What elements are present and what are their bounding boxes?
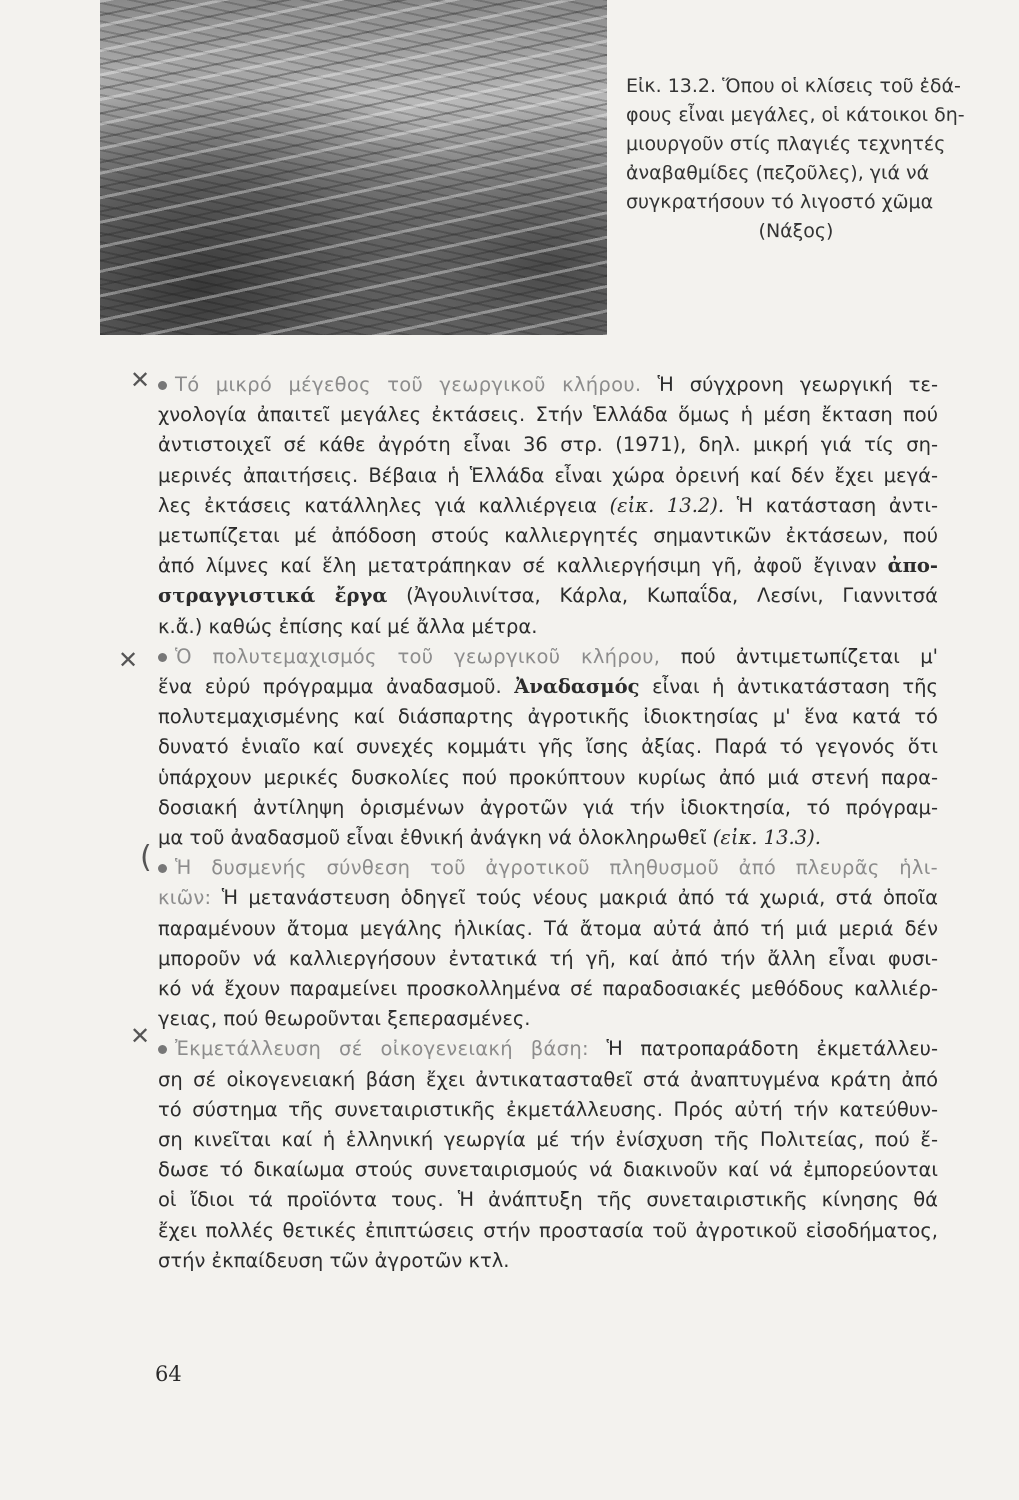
text-line: ση σέ οἰκογενειακή βάση ἔχει ἀντικατασταθεῖ στά ἀναπτυγμένα κράτη ἀπό [158, 1067, 938, 1091]
bullet-icon [158, 1045, 167, 1054]
text-run: πού ἀντιμετωπίζεται μ' [660, 644, 938, 668]
body-text [158, 370, 938, 1276]
text-line: ἀντιστοιχεῖ σέ κάθε ἀγρότη εἶναι 36 στρ. (1971), δηλ. μικρή γιά τίς ση- [158, 433, 938, 457]
text-line: μποροῦν νά καλλιεργήσουν ἐντατικά τή γῆ, καί ἀπό τήν ἄλλη εἶναι φυσι- [158, 946, 938, 970]
text-run: εἶναι ἡ ἀντικατάσταση τῆς [639, 675, 938, 699]
page-number: 64 [155, 1362, 182, 1386]
text-line: ση κινεῖται καί ἡ ἑλληνική γεωργία μέ τήν ἐνίσχυση τῆς Πολιτείας, πού ἔ- [158, 1128, 938, 1152]
text-line: δωσε τό δικαίωμα στούς συνεταιρισμούς νά διακινοῦν καί νά ἐμπορεύονται [158, 1158, 938, 1182]
text-line: κό νά ἔχουν παραμείνει προσκολλημένα σέ παραδοσιακές μεθόδους καλλιέρ- [158, 977, 938, 1001]
text-line: χνολογία ἀπαιτεῖ μεγάλες ἐκτάσεις. Στήν Ἑλλάδα ὅμως ἡ μέση ἔκταση πού [158, 403, 938, 427]
caption-line: Εἰκ. 13.2. Ὅπου οἱ κλίσεις τοῦ ἐδά- [626, 75, 961, 97]
text-line: κ.ἄ.) καθώς ἐπίσης καί μέ ἄλλα μέτρα. [158, 614, 538, 638]
caption-line: συγκρατήσουν τό λιγοστό χῶμα [626, 191, 934, 213]
bullet-icon [158, 653, 167, 662]
section-heading: Τό μικρό μέγεθος τοῦ γεωργικοῦ κλήρου. [175, 373, 642, 396]
caption-line: μιουργοῦν στίς πλαγιές τεχνητές [626, 133, 946, 155]
figure-caption [626, 72, 966, 246]
bold-term: στραγγιστικά ἔργα [158, 584, 388, 608]
text-line: οἱ ἴδιοι τά προϊόντα τους. Ἡ ἀνάπτυξη τῆς συνεταιριστικῆς κίνησης θά [158, 1188, 938, 1212]
figure-reference: (εἰκ. 13.3). [712, 826, 821, 850]
text-run: μα τοῦ ἀναδασμοῦ εἶναι ἐθνική ἀνάγκη νά ὁλοκληρωθεῖ [158, 826, 707, 850]
text-line: πολυτεμαχισμένης καί διάσπαρτης ἀγροτικῆς ἰδιοκτησίας μ' ἕνα κατά τό [158, 705, 938, 729]
text-line: τό σύστημα τῆς συνεταιριστικῆς ἐκμετάλλευσης. Πρός αὐτή τήν κατεύθυν- [158, 1097, 938, 1121]
text-line: δοσιακή ἀντίληψη ὁρισμένων ἀγροτῶν γιά τήν ἰδιοκτησία, τό πρόγραμ- [158, 795, 938, 819]
paragraph-age-composition [158, 853, 938, 1034]
text-line: μετωπίζεται μέ ἀπόδοση στούς καλλιεργητές σημαντικῶν ἐκτάσεων, πού [158, 524, 938, 548]
section-heading: Ἡ δυσμενής σύνθεση τοῦ ἀγροτικοῦ πληθυσμοῦ ἀπό πλευρᾶς ἡλι- [175, 856, 938, 880]
paragraph-small-plot-size [158, 370, 938, 642]
text-run: (Ἀγουλινίτσα, Κάρλα, Κωπαΐδα, Λεσίνι, Γιαννιτσά [406, 584, 938, 608]
bullet-icon [158, 381, 167, 390]
handwritten-bracket-mark: ( [140, 840, 152, 875]
handwritten-cross-mark: ✕ [118, 646, 139, 674]
text-line: μερινές ἀπαιτήσεις. Βέβαια ἡ Ἑλλάδα εἶναι χώρα ὀρεινή καί δέν ἔχει μεγά- [158, 463, 938, 487]
terraces-photo [100, 0, 607, 335]
caption-line: φους εἶναι μεγάλες, οἱ κάτοικοι δη- [626, 104, 965, 126]
text-line: γειας, πού θεωροῦνται ξεπερασμένες. [158, 1007, 531, 1031]
caption-line: (Νάξος) [758, 220, 834, 242]
handwritten-cross-mark: ✕ [130, 1022, 151, 1050]
bold-term: ἀπο- [887, 554, 938, 578]
text-run: Ἡ μετανάστευση ὁδηγεῖ τούς νέους μακριά ἀπό τά χωριά, στά ὁποῖα [211, 886, 938, 910]
text-line: ἔχει πολλές θετικές ἐπιπτώσεις στήν προστασία τοῦ ἀγροτικοῦ εἰσοδήματος, [158, 1218, 938, 1242]
text-line: δυνατό ἑνιαῖο καί συνεχές κομμάτι γῆς ἴσης ἀξίας. Παρά τό γεγονός ὅτι [158, 735, 938, 759]
figure-reference: (εἰκ. 13.2). [609, 493, 725, 517]
bullet-icon [158, 864, 167, 873]
text-run: ἕνα εὐρύ πρόγραμμα ἀναδασμοῦ. [158, 675, 502, 699]
handwritten-cross-mark: ✕ [130, 366, 151, 394]
text-run: Ἡ σύγχρονη γεωργική τε- [641, 373, 938, 396]
text-line: ὑπάρχουν μερικές δυσκολίες πού προκύπτουν κυρίως ἀπό μιά στενή παρα- [158, 765, 938, 789]
section-heading: Ἐκμετάλλευση σέ οἰκογενειακή βάση: [175, 1037, 589, 1061]
text-run: Ἡ πατροπαράδοτη ἐκμετάλλευ- [588, 1037, 938, 1061]
text-line: παραμένουν ἄτομα μεγάλης ἡλικίας. Τά ἄτομα αὐτά ἀπό τή μιά μεριά δέν [158, 916, 938, 940]
section-heading: κιῶν: [158, 886, 212, 910]
text-run: ἀπό λίμνες καί ἕλη μετατράπηκαν σέ καλλιεργήσιμη γῆ, ἀφοῦ ἔγιναν [158, 554, 877, 578]
bold-term: Ἀναδασμός [514, 675, 640, 699]
section-heading: Ὁ πολυτεμαχισμός τοῦ γεωργικοῦ κλήρου, [175, 644, 661, 668]
caption-line: ἀναβαθμίδες (πεζοῦλες), γιά νά [626, 162, 930, 184]
text-run: Ἡ κατάσταση ἀντι- [724, 493, 938, 517]
text-run: λες ἐκτάσεις κατάλληλες γιά καλλιέργεια [158, 493, 597, 517]
text-line: στήν ἐκπαίδευση τῶν ἀγροτῶν κτλ. [158, 1248, 510, 1272]
paragraph-family-farming [158, 1034, 938, 1276]
paragraph-fragmentation [158, 642, 938, 853]
